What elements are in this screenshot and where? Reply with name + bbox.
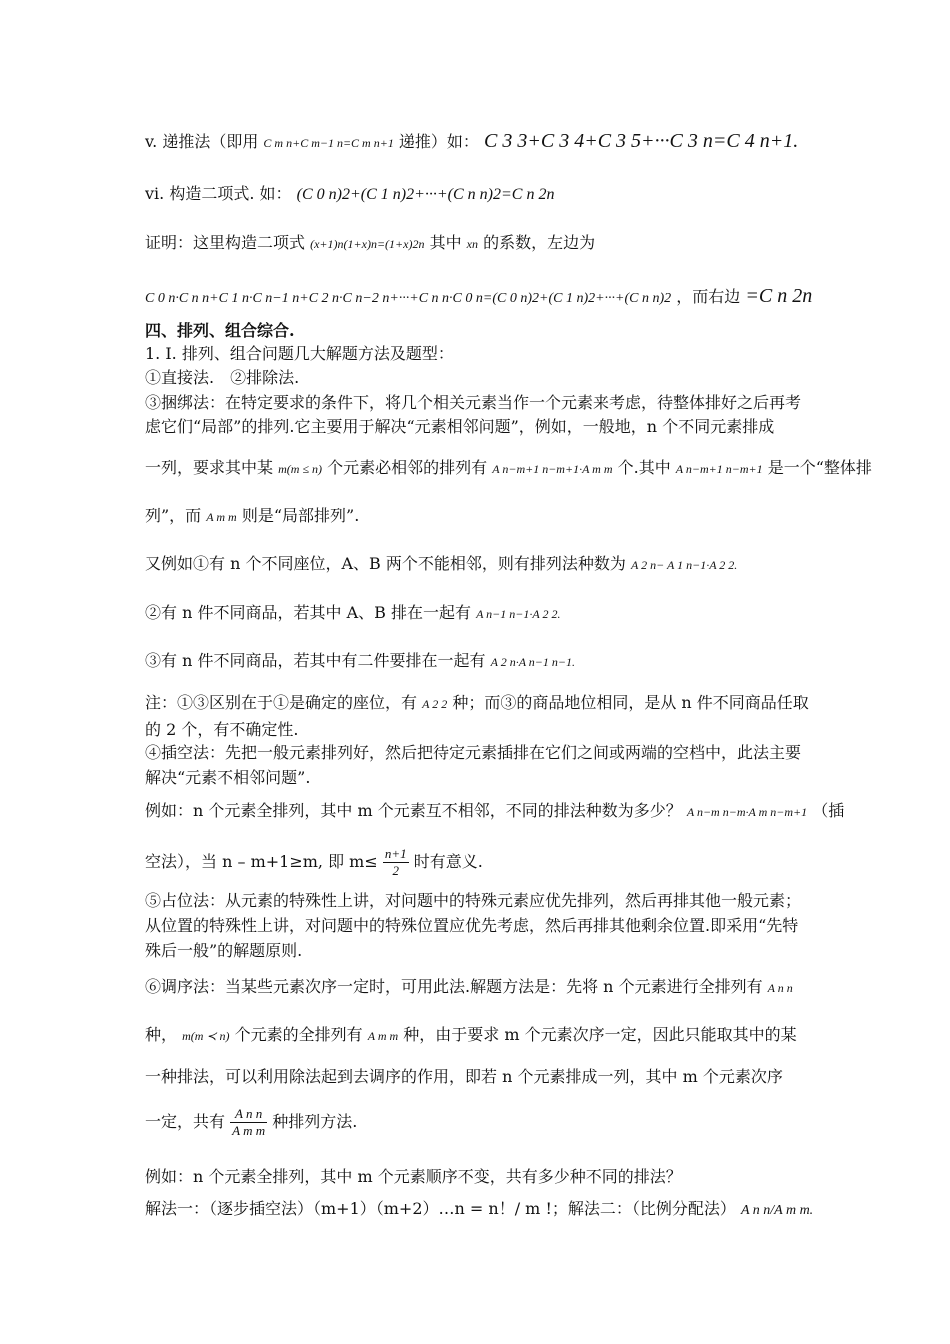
text: 一定，共有	[145, 1112, 226, 1131]
text: 解法一：（逐步插空法）（m+1）（m+2）…n = n！/ m !；解法二：（比例分配法）	[145, 1199, 736, 1218]
text: 又例如①有 n 个不同座位，A、B 两个不能相邻，则有排列法种数为	[145, 554, 626, 573]
text: v. 递推法（即用	[145, 132, 259, 151]
formula: A 2 n− A 1 n−1·A 2 2.	[630, 558, 738, 572]
text: 递推）如：	[398, 132, 479, 151]
text: 是一个“整体排	[767, 458, 872, 477]
formula: A n−m+1 n−m+1·A m m	[492, 462, 613, 476]
note-paragraph	[145, 690, 810, 742]
formula: C 3 3+C 3 4+C 3 5+···C 3 n=C 4 n+1.	[484, 130, 799, 152]
text: ②有 n 件不同商品，若其中 A、B 排在一起有	[145, 603, 471, 622]
text: 则是“局部排列”.	[241, 506, 360, 525]
fraction	[230, 1106, 267, 1139]
binomial-line	[145, 183, 810, 206]
numerator: n+1	[384, 846, 407, 861]
text: 其中	[429, 233, 462, 252]
solution-line	[145, 1198, 814, 1222]
text: 的系数，左边为	[483, 233, 596, 252]
order-method-line-1	[145, 976, 810, 999]
formula: (C 0 n)2+(C 1 n)2+···+(C n n)2=C n 2n	[296, 186, 555, 203]
denominator: 2	[392, 863, 399, 878]
text: 个元素的全排列有	[234, 1025, 363, 1044]
numerator: A n n	[230, 1106, 267, 1123]
formula: C m n+C m−1 n=C m n+1	[263, 136, 394, 150]
text: 个元素必相邻的排列有	[327, 458, 488, 477]
formula: m(m ≤ n)	[278, 462, 323, 476]
gap-insertion-example	[145, 800, 845, 823]
text: ⑥调序法：当某些元素次序一定时，可用此法.解题方法是：先将 n 个元素进行全排列有	[145, 977, 763, 996]
example-seats-line	[145, 553, 810, 576]
order-example: 例如：n 个元素全排列，其中 m 个元素顺序不变，共有多少种不同的排法？	[145, 1167, 682, 1186]
formula: m(m ≺ n)	[182, 1029, 230, 1043]
formula: (x+1)n(1+x)n=(1+x)2n	[310, 237, 425, 251]
text: ，而右边	[676, 287, 741, 306]
text: 种排列方法.	[272, 1112, 358, 1131]
text: 证明：这里构造二项式	[145, 233, 306, 252]
text: 列”，而	[145, 506, 202, 525]
binding-method-paragraph: ③捆绑法：在特定要求的条件下，将几个相关元素当作一个元素来考虑，待整体排好之后再考虑它们“局部”的排列.它主要用于解决“元素相邻问题”，例如，一般地，n 个不同元素排成	[145, 393, 802, 436]
formula: A n n	[767, 981, 793, 995]
methods-title: 1. I. 排列、组合问题几大解题方法及题型：	[145, 344, 454, 363]
formula: A m m	[206, 510, 237, 524]
binding-method-line-3	[145, 457, 872, 480]
proof-formula-line	[145, 285, 813, 310]
text: 时有意义.	[413, 852, 483, 871]
example-goods-line-1	[145, 602, 810, 625]
text: vi. 构造二项式. 如：	[145, 184, 292, 203]
recursion-method-line	[145, 130, 810, 154]
section-heading: 四、排列、组合综合.	[145, 321, 295, 340]
text: 种，	[145, 1025, 178, 1044]
text: 注：①③区别在于①是确定的座位，有	[145, 693, 418, 712]
text: 空法），当 n – m+1≥m, 即 m≤	[145, 852, 378, 871]
formula: A m m	[367, 1029, 399, 1043]
order-method-line-4	[145, 1106, 810, 1139]
formula: C 0 n·C n n+C 1 n·C n−1 n+C 2 n·C n−2 n+···+C n n·C 0 n=(C 0 n)2+(C 1 n)2+···+(C n n)2	[145, 291, 672, 306]
fraction	[383, 846, 409, 879]
gap-insertion-condition	[145, 846, 810, 879]
text: 例如：n 个元素全排列，其中 m 个元素互不相邻，不同的排法种数为多少？	[145, 801, 682, 820]
direct-exclude-methods: ①直接法. ②排除法.	[145, 368, 300, 387]
formula: A n−1 n−1·A 2 2.	[476, 607, 561, 621]
formula: xn	[466, 237, 478, 251]
gap-insertion-paragraph: ④插空法：先把一般元素排列好，然后把待定元素插排在它们之间或两端的空档中，此法主要解决“元素不相邻问题”.	[145, 743, 802, 787]
occupy-position-paragraph: ⑤占位法：从元素的特殊性上讲，对问题中的特殊元素应优先排列，然后再排其他一般元素；从位置的特殊性上讲，对问题中的特殊位置应优先考虑，然后再排其他剩余位置.即采用“先特殊后一般”的解题原则.	[145, 891, 802, 960]
proof-line	[145, 232, 810, 255]
order-method-line-2	[145, 1024, 810, 1047]
formula: A 2 2	[422, 697, 448, 711]
example-goods-line-2	[145, 650, 810, 673]
text: 个.其中	[617, 458, 671, 477]
formula: A 2 n·A n−1 n−1.	[490, 655, 575, 669]
text: 种；而③的商品地位相同，是从 n 件不同商品任取的 2 个，有不确定性.	[145, 693, 809, 739]
formula: A n−m n−m·A m n−m+1	[686, 805, 808, 819]
formula: A n n/A m m.	[740, 1203, 814, 1218]
formula: =C n 2n	[745, 285, 813, 307]
order-method-line-3: 一种排法，可以利用除法起到去调序的作用，即若 n 个元素排成一列，其中 m 个元素次序	[145, 1067, 783, 1086]
text: ③有 n 件不同商品，若其中有二件要排在一起有	[145, 651, 486, 670]
binding-method-line-4	[145, 505, 810, 528]
text: （插	[812, 801, 845, 820]
text: 一列，要求其中某	[145, 458, 274, 477]
formula: A n−m+1 n−m+1	[675, 462, 763, 476]
text: 种，由于要求 m 个元素次序一定，因此只能取其中的某	[403, 1025, 797, 1044]
denominator: A m m	[232, 1123, 266, 1138]
